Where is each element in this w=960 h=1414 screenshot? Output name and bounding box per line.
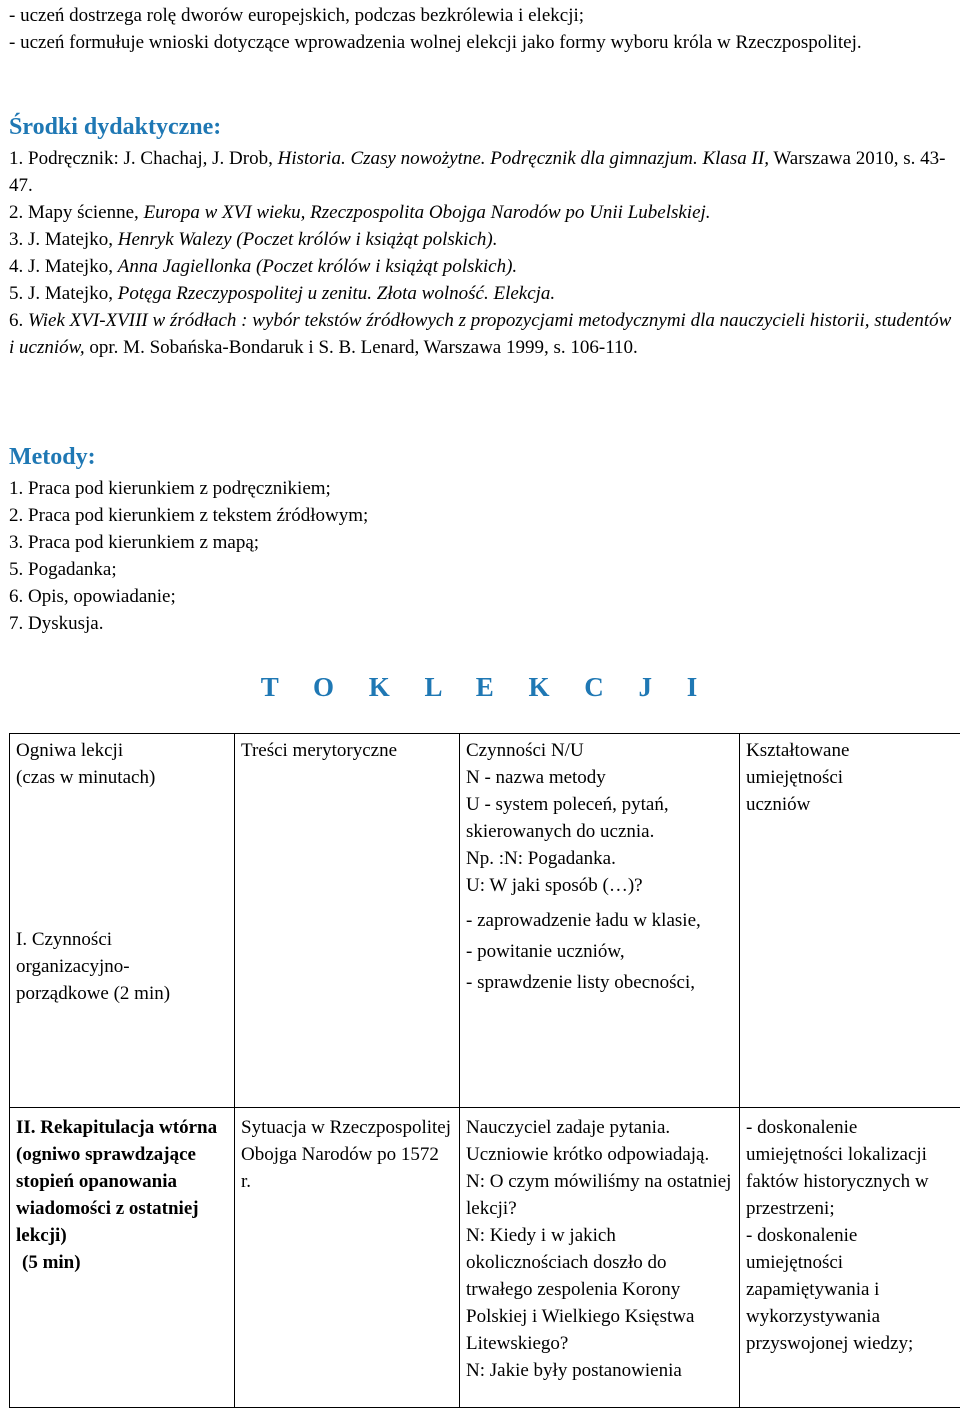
row1-ogniwo: I. Czynności organizacyjno-porządkowe (2 min) [16,929,171,1004]
table-row [10,1108,960,1408]
intro-objectives [9,2,954,56]
table-cell-tresci [235,1108,460,1408]
metody-item: 2. Praca pod kierunkiem z tekstem źródłowym; [9,505,369,526]
srodki-heading: Środki dydaktyczne: [9,114,222,140]
table-cell-czynnosci: Czynności N/U N - nazwa metody U - system poleceń, pytań, skierowanych do ucznia. Np. :N: Pogadanka. U: W jaki sposób (…)? - zaprowadzenie ładu w klasie, - powitanie uczniów, - sprawdzenie listy obecności, [460,734,740,1108]
table-cell-czynnosci: Nauczyciel zadaje pytania. Uczniowie krótko odpowiadają. N: O czym mówiliśmy na ostatniej lekcji? N: Kiedy i w jakich okolicznościach doszło do trwałego zespolenia Korony Polskiej i Wielkiego Księstwa Litewskiego? N: Jakie były postanowienia [460,1108,740,1408]
metody-item: 6. Opis, opowiadanie; [9,586,176,607]
row1-activity: - powitanie uczniów, [466,941,625,962]
metody-section [9,442,954,637]
table-cell-ogniwa: Ogniwa lekcji (czas w minutach) I. Czynności organizacyjno-porządkowe (2 min) [10,734,235,1108]
tok-lekcji-title: T O K L E K C J I [260,672,703,702]
metody-item: 1. Praca pod kierunkiem z podręcznikiem; [9,478,331,499]
metody-item: 5. Pogadanka; [9,559,117,580]
row1-activity: - zaprowadzenie ładu w klasie, [466,910,701,931]
srodki-item: 2. Mapy ścienne, Europa w XVI wieku, Rzeczpospolita Obojga Narodów po Unii Lubelskiej. [9,202,711,223]
table-cell-umiejetnosci: Kształtowane umiejętności uczniów [740,734,960,1108]
row2-content: Sytuacja w Rzeczpospolitej Obojga Narodów po 1572 r. [241,1117,451,1192]
table-header-row [10,734,960,1108]
row1-activity: - sprawdzenie listy obecności, [466,972,695,993]
lesson-plan-table [9,733,960,1408]
intro-line: - uczeń dostrzega rolę dworów europejskich, podczas bezkrólewia i elekcji; [9,5,585,26]
srodki-item: 4. J. Matejko, Anna Jagiellonka (Poczet królów i książąt polskich). [9,256,518,277]
row2-ogniwo: II. Rekapitulacja wtórna (ogniwo sprawdzające stopień opanowania wiadomości z ostatniej lekcji) [16,1117,218,1246]
table-cell-tresci: Treści merytoryczne [235,734,460,1108]
intro-line: - uczeń formułuje wnioski dotyczące wprowadzenia wolnej elekcji jako formy wyboru króla w Rzeczpospolitej. [9,32,862,53]
metody-item: 7. Dyskusja. [9,613,104,634]
table-cell-ogniwa [10,1108,235,1408]
srodki-item: 6. Wiek XVI-XVIII w źródłach : wybór tekstów źródłowych z propozycjami metodycznymi dla nauczycieli historii, studentów i uczniów, opr. M. Sobańska-Bondaruk i S. B. Lenard, Warszawa 1999, s. 106-110. [9,310,952,358]
table-cell-umiejetnosci: - doskonalenie umiejętności lokalizacji faktów historycznych w przestrzeni; - doskonalenie umiejętności zapamiętywania i wykorzystywania przyswojonej wiedzy; [740,1108,960,1408]
srodki-item: 3. J. Matejko, Henryk Walezy (Poczet królów i książąt polskich). [9,229,498,250]
srodki-item: 5. J. Matejko, Potęga Rzeczypospolitej u zenitu. Złota wolność. Elekcja. [9,283,556,304]
srodki-item: 1. Podręcznik: J. Chachaj, J. Drob, Historia. Czasy nowożytne. Podręcznik dla gimnazjum. Klasa II, Warszawa 2010, s. 43-47. [9,148,946,196]
metody-item: 3. Praca pod kierunkiem z mapą; [9,532,260,553]
row2-time: (5 min) [22,1252,81,1273]
metody-heading: Metody: [9,444,96,470]
srodki-section [9,112,954,361]
